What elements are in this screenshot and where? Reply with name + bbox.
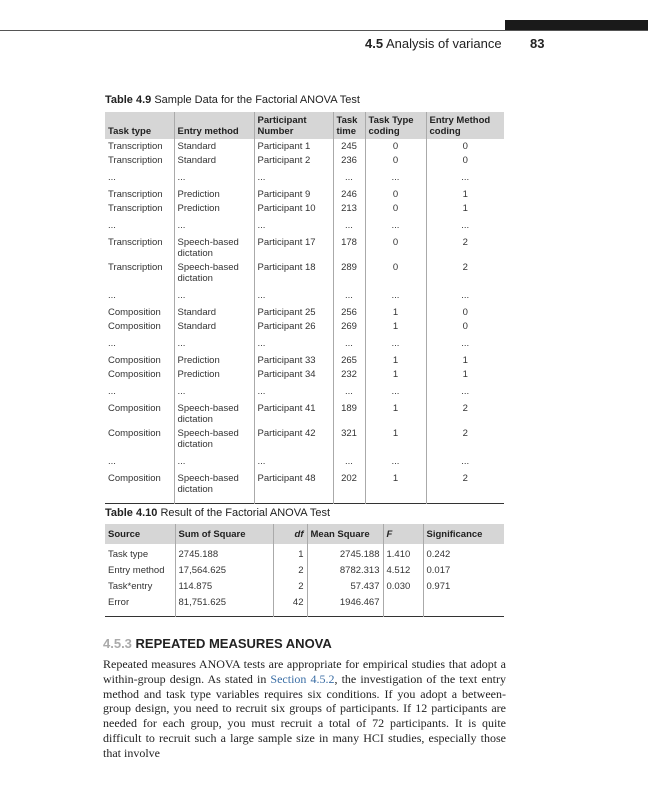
table-4-10 bbox=[105, 524, 504, 617]
table-cell: 2 bbox=[426, 426, 504, 451]
table-cell: Prediction bbox=[174, 350, 254, 367]
table-cell: 2745.188 bbox=[175, 544, 273, 564]
table-cell: 1 bbox=[365, 398, 426, 426]
table-cell: ... bbox=[426, 333, 504, 350]
table-cell: 1946.467 bbox=[307, 596, 383, 617]
table-cell: 0 bbox=[365, 184, 426, 201]
table-cell: Standard bbox=[174, 139, 254, 153]
table-row bbox=[105, 580, 504, 596]
table-cell: 0.971 bbox=[423, 580, 504, 596]
table-cell: ... bbox=[254, 333, 333, 350]
table-cell: 0 bbox=[365, 232, 426, 260]
table-cell: ... bbox=[365, 167, 426, 184]
table-cell: 57.437 bbox=[307, 580, 383, 596]
column-header: Participant Number bbox=[254, 112, 333, 139]
table-cell: Participant 34 bbox=[254, 367, 333, 381]
table-cell: ... bbox=[365, 285, 426, 302]
table-cell bbox=[383, 596, 423, 617]
header-rule bbox=[0, 30, 648, 31]
table-cell: Prediction bbox=[174, 201, 254, 215]
table-row bbox=[105, 153, 504, 167]
column-header: Mean Square bbox=[307, 524, 383, 544]
table-cell: Transcription bbox=[108, 155, 163, 166]
table-cell: 246 bbox=[333, 184, 365, 201]
table-cell: Transcription bbox=[108, 237, 163, 248]
column-header: Entry Method coding bbox=[426, 112, 504, 139]
table-cell: Transcription bbox=[108, 141, 163, 152]
table-cell: Participant 42 bbox=[254, 426, 333, 451]
table-row bbox=[105, 564, 504, 580]
column-header: Task type bbox=[105, 112, 174, 139]
column-header: Significance bbox=[423, 524, 504, 544]
table-cell: 81,751.625 bbox=[175, 596, 273, 617]
table-cell: ... bbox=[108, 386, 116, 397]
table-cell: 202 bbox=[333, 468, 365, 504]
table-cell: ... bbox=[108, 172, 116, 183]
table-cell: 0 bbox=[365, 260, 426, 285]
table-cell: ... bbox=[254, 451, 333, 468]
table-row bbox=[105, 319, 504, 333]
table-cell: Composition bbox=[108, 321, 161, 332]
table-cell: ... bbox=[174, 381, 254, 398]
table-cell: 236 bbox=[333, 153, 365, 167]
table-cell: 1 bbox=[426, 350, 504, 367]
table-header-row bbox=[105, 524, 504, 544]
table-cell: Transcription bbox=[108, 203, 163, 214]
section-title: REPEATED MEASURES ANOVA bbox=[135, 636, 332, 651]
table-cell: ... bbox=[426, 285, 504, 302]
table-row bbox=[105, 302, 504, 319]
table-row bbox=[105, 367, 504, 381]
table-cell: Error bbox=[108, 597, 130, 608]
page-number: 83 bbox=[530, 36, 545, 51]
table-cell bbox=[423, 596, 504, 617]
table-cell: ... bbox=[254, 381, 333, 398]
table-4-9 bbox=[105, 112, 504, 504]
table-cell: 0.030 bbox=[383, 580, 423, 596]
table-cell: Composition bbox=[108, 355, 161, 366]
table-cell: Participant 33 bbox=[254, 350, 333, 367]
table-cell: ... bbox=[365, 451, 426, 468]
table-cell: 0.242 bbox=[423, 544, 504, 564]
table-row bbox=[105, 468, 504, 504]
table-cell: ... bbox=[333, 215, 365, 232]
table-cell: Participant 18 bbox=[254, 260, 333, 285]
table-cell: 2 bbox=[426, 260, 504, 285]
table-cell: 269 bbox=[333, 319, 365, 333]
table-header-row bbox=[105, 112, 504, 139]
table-row bbox=[105, 381, 504, 398]
table-cell: Speech-based dictation bbox=[174, 232, 254, 260]
table-cell: Participant 41 bbox=[254, 398, 333, 426]
table-cell: 17,564.625 bbox=[175, 564, 273, 580]
table-cell: 1 bbox=[365, 468, 426, 504]
table-cell: 256 bbox=[333, 302, 365, 319]
table-cell: ... bbox=[174, 451, 254, 468]
table-cell: Speech-based dictation bbox=[174, 426, 254, 451]
table-cell: 1 bbox=[365, 426, 426, 451]
table-cell: Speech-based dictation bbox=[174, 260, 254, 285]
table-cell: 8782.313 bbox=[307, 564, 383, 580]
body-paragraph bbox=[103, 657, 506, 761]
running-head-title: Analysis of variance bbox=[385, 36, 502, 51]
table-cell: ... bbox=[174, 333, 254, 350]
table-cell: Standard bbox=[174, 153, 254, 167]
column-header: Entry method bbox=[174, 112, 254, 139]
table-cell: ... bbox=[426, 381, 504, 398]
table-cell: 245 bbox=[333, 139, 365, 153]
table-cell: ... bbox=[108, 338, 116, 349]
column-header: Sum of Square bbox=[175, 524, 273, 544]
table-cell: 289 bbox=[333, 260, 365, 285]
section-number: 4.5.3 bbox=[103, 636, 132, 651]
table-cell: Composition bbox=[108, 307, 161, 318]
table-row bbox=[105, 451, 504, 468]
table-row bbox=[105, 260, 504, 285]
table-row bbox=[105, 544, 504, 564]
table-cell: ... bbox=[108, 220, 116, 231]
table-cell: 0 bbox=[426, 139, 504, 153]
table-cell: ... bbox=[333, 167, 365, 184]
table-cell: 0.017 bbox=[423, 564, 504, 580]
section-link[interactable]: Section 4.5.2 bbox=[270, 671, 335, 686]
table-cell: 1 bbox=[426, 201, 504, 215]
table-cell: ... bbox=[174, 215, 254, 232]
table-cell: 42 bbox=[273, 596, 307, 617]
table-4-9-caption bbox=[105, 94, 360, 106]
table-cell: Standard bbox=[174, 302, 254, 319]
table-cell: ... bbox=[333, 381, 365, 398]
paragraph-text-end: , the investigation of the text entry method and task type variables requires six conditions. If you adopt a between-group design, you need to recruit six groups of participants. If 12 participants are needed for each group, you must recruit a total of 72 participants. It is quite difficult to recruit such a large sample size in many HCI studies, especially those that involve bbox=[103, 671, 506, 760]
table-cell: ... bbox=[426, 451, 504, 468]
table-cell: 213 bbox=[333, 201, 365, 215]
table-cell: ... bbox=[365, 333, 426, 350]
table-cell: Participant 17 bbox=[254, 232, 333, 260]
table-cell: ... bbox=[254, 215, 333, 232]
column-header: df bbox=[273, 524, 307, 544]
table-cell: 4.512 bbox=[383, 564, 423, 580]
table-cell: 2 bbox=[426, 398, 504, 426]
table-cell: 114.875 bbox=[175, 580, 273, 596]
table-cell: Participant 10 bbox=[254, 201, 333, 215]
table-cell: 0 bbox=[426, 302, 504, 319]
table-cell: Prediction bbox=[174, 184, 254, 201]
table-cell: ... bbox=[333, 333, 365, 350]
table-cell: 189 bbox=[333, 398, 365, 426]
table-cell: Transcription bbox=[108, 262, 163, 273]
table-cell: Participant 9 bbox=[254, 184, 333, 201]
table-4-10-title: Result of the Factorial ANOVA Test bbox=[160, 507, 331, 519]
table-cell: 1 bbox=[365, 367, 426, 381]
table-cell: 1 bbox=[273, 544, 307, 564]
table-cell: Participant 1 bbox=[254, 139, 333, 153]
table-row bbox=[105, 232, 504, 260]
table-4-9-title: Sample Data for the Factorial ANOVA Test bbox=[154, 94, 360, 106]
table-row bbox=[105, 398, 504, 426]
table-row bbox=[105, 167, 504, 184]
table-4-10-caption bbox=[105, 507, 330, 519]
table-cell: Standard bbox=[174, 319, 254, 333]
table-cell: ... bbox=[426, 215, 504, 232]
table-cell: Transcription bbox=[108, 189, 163, 200]
table-cell: Composition bbox=[108, 369, 161, 380]
table-cell: Speech-based dictation bbox=[174, 398, 254, 426]
header-bar bbox=[505, 20, 648, 30]
table-cell: 0 bbox=[365, 201, 426, 215]
table-row bbox=[105, 285, 504, 302]
table-cell: Speech-based dictation bbox=[174, 468, 254, 504]
table-row bbox=[105, 215, 504, 232]
table-cell: Participant 25 bbox=[254, 302, 333, 319]
table-cell: ... bbox=[333, 451, 365, 468]
table-cell: 0 bbox=[426, 153, 504, 167]
table-cell: ... bbox=[365, 381, 426, 398]
table-cell: Entry method bbox=[108, 565, 165, 576]
section-heading bbox=[103, 636, 332, 651]
table-cell: 0 bbox=[365, 139, 426, 153]
table-row bbox=[105, 350, 504, 367]
column-header: Task time bbox=[333, 112, 365, 139]
table-row bbox=[105, 139, 504, 153]
table-cell: 232 bbox=[333, 367, 365, 381]
table-cell: Task type bbox=[108, 549, 149, 560]
table-cell: ... bbox=[174, 285, 254, 302]
table-cell: ... bbox=[108, 290, 116, 301]
table-cell: ... bbox=[108, 456, 116, 467]
table-cell: Composition bbox=[108, 428, 161, 439]
table-row bbox=[105, 333, 504, 350]
table-cell: 2 bbox=[426, 232, 504, 260]
table-row bbox=[105, 596, 504, 617]
running-head-section-number: 4.5 bbox=[365, 36, 384, 51]
table-cell: 321 bbox=[333, 426, 365, 451]
table-cell: ... bbox=[365, 215, 426, 232]
table-cell: 265 bbox=[333, 350, 365, 367]
table-cell: 1 bbox=[365, 319, 426, 333]
table-cell: 1 bbox=[365, 350, 426, 367]
table-cell: Prediction bbox=[174, 367, 254, 381]
table-row bbox=[105, 201, 504, 215]
table-cell: ... bbox=[254, 167, 333, 184]
table-cell: ... bbox=[333, 285, 365, 302]
running-head bbox=[365, 36, 502, 51]
table-cell: ... bbox=[254, 285, 333, 302]
table-cell: Participant 48 bbox=[254, 468, 333, 504]
column-header: Source bbox=[105, 524, 175, 544]
table-cell: 1.410 bbox=[383, 544, 423, 564]
table-cell: 0 bbox=[365, 153, 426, 167]
table-cell: ... bbox=[174, 167, 254, 184]
table-4-9-label: Table 4.9 bbox=[105, 94, 152, 106]
table-row bbox=[105, 184, 504, 201]
paragraph-text-start: Repeated measures ANOVA tests are appropriate for empirical studies that adopt a within-group design. As stated in bbox=[103, 657, 506, 686]
table-cell: 1 bbox=[426, 184, 504, 201]
table-cell: Participant 2 bbox=[254, 153, 333, 167]
table-cell: Task*entry bbox=[108, 581, 153, 592]
column-header: Task Type coding bbox=[365, 112, 426, 139]
table-row bbox=[105, 426, 504, 451]
table-cell: ... bbox=[426, 167, 504, 184]
table-4-10-label: Table 4.10 bbox=[105, 507, 158, 519]
table-cell: Participant 26 bbox=[254, 319, 333, 333]
table-cell: 1 bbox=[365, 302, 426, 319]
table-cell: 2745.188 bbox=[307, 544, 383, 564]
table-cell: 178 bbox=[333, 232, 365, 260]
table-cell: 0 bbox=[426, 319, 504, 333]
table-cell: 2 bbox=[273, 564, 307, 580]
table-cell: Composition bbox=[108, 473, 161, 484]
table-cell: 2 bbox=[426, 468, 504, 504]
table-cell: Composition bbox=[108, 403, 161, 414]
column-header: F bbox=[383, 524, 423, 544]
table-cell: 2 bbox=[273, 580, 307, 596]
table-cell: 1 bbox=[426, 367, 504, 381]
